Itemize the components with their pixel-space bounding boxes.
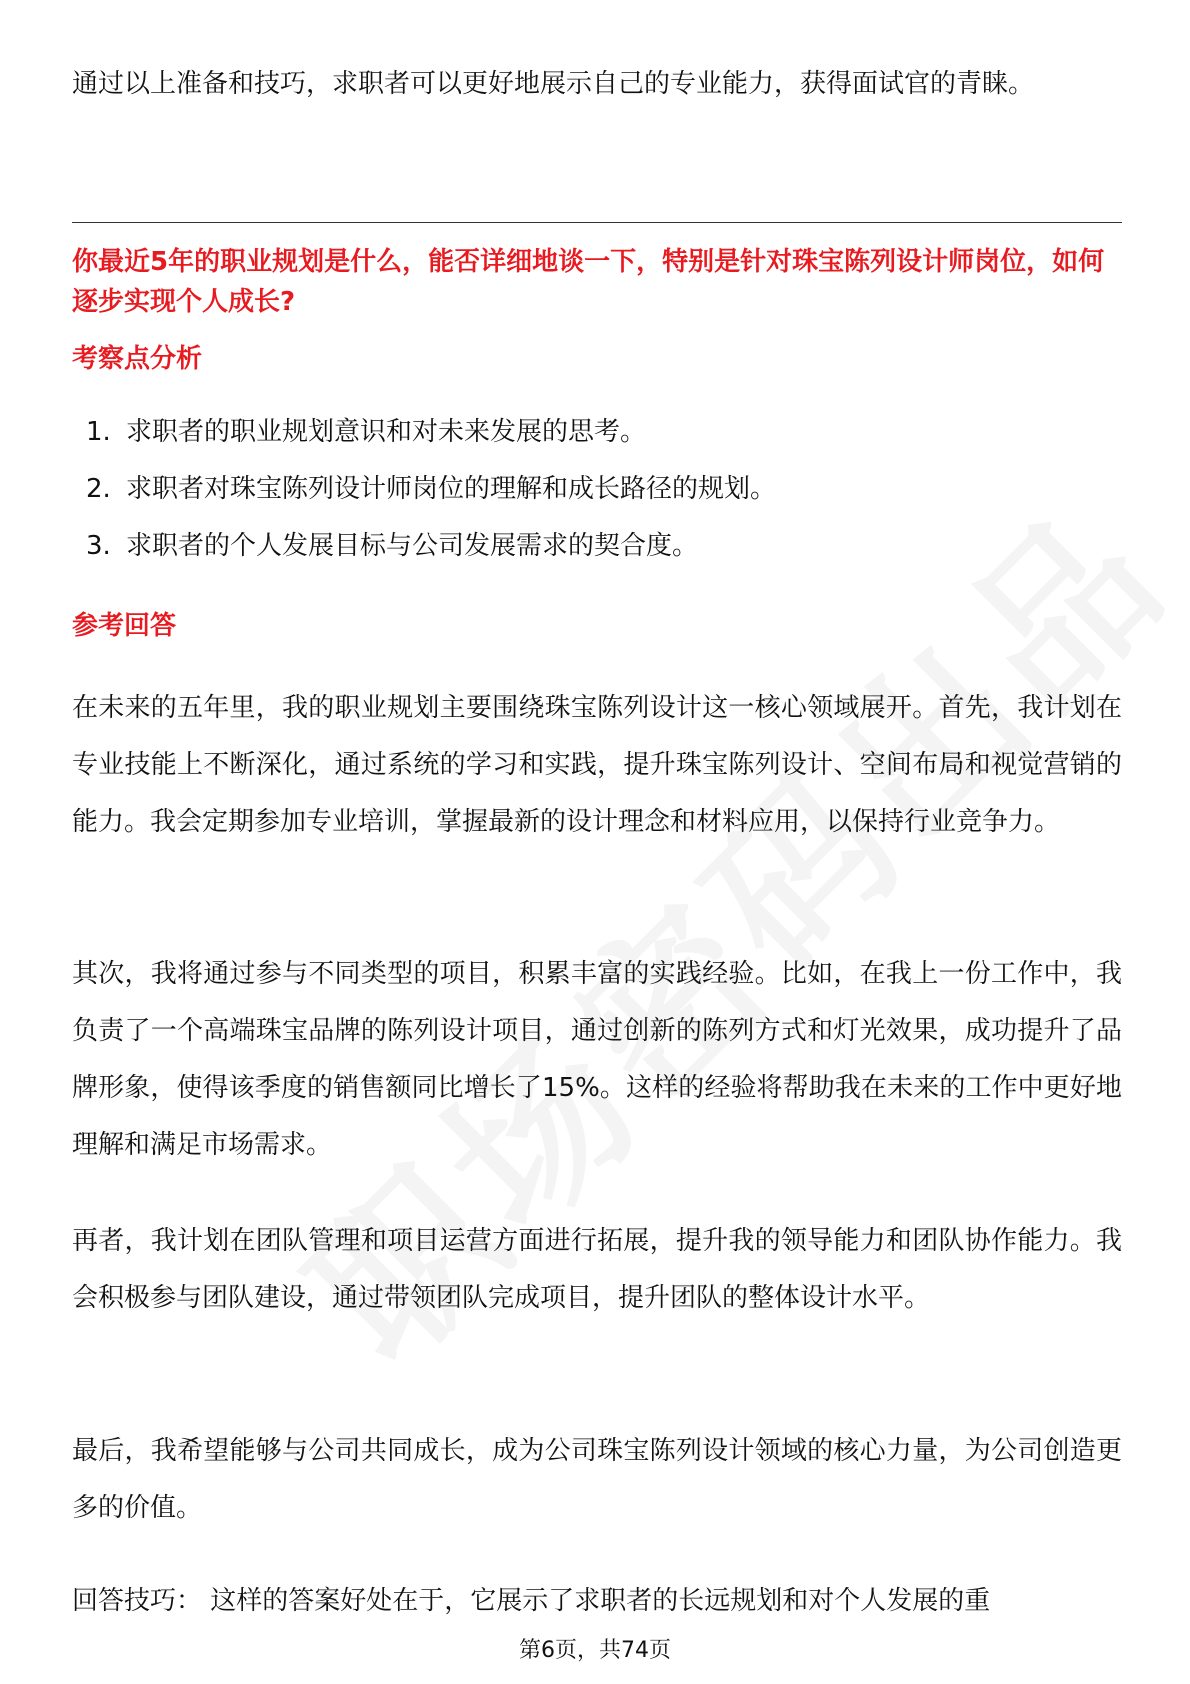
page-number: 第6页，共74页	[519, 1638, 671, 1663]
answer-heading: 参考回答	[72, 611, 177, 641]
list-item	[72, 461, 776, 518]
analysis-heading: 考察点分析	[72, 344, 203, 374]
answer-paragraph: 再者，我计划在团队管理和项目运营方面进行拓展，提升我的领导能力和团队协作能力。我会积极参与团队建设，通过带领团队完成项目，提升团队的整体设计水平。	[72, 1226, 1122, 1313]
list-item-number: 3.	[86, 531, 111, 561]
list-item	[72, 404, 776, 461]
answer-tips-paragraph: 回答技巧： 这样的答案好处在于，它展示了求职者的长远规划和对个人发展的重	[72, 1586, 991, 1616]
list-item-number: 2.	[86, 474, 111, 504]
list-item-text: 求职者对珠宝陈列设计师岗位的理解和成长路径的规划。	[126, 474, 777, 504]
list-item-number: 1.	[86, 417, 111, 447]
list-item-text: 求职者的职业规划意识和对未来发展的思考。	[126, 417, 647, 447]
section-divider	[72, 222, 1122, 223]
intro-paragraph: 通过以上准备和技巧，求职者可以更好地展示自己的专业能力，获得面试官的青睐。	[72, 69, 1035, 99]
list-item	[72, 518, 776, 575]
analysis-list	[72, 404, 776, 575]
answer-paragraph: 最后，我希望能够与公司共同成长，成为公司珠宝陈列设计领域的核心力量，为公司创造更多的价值。	[72, 1436, 1122, 1523]
interview-question: 你最近5年的职业规划是什么，能否详细地谈一下，特别是针对珠宝陈列设计师岗位，如何逐步实现个人成长?	[72, 247, 1105, 317]
answer-paragraph: 在未来的五年里，我的职业规划主要围绕珠宝陈列设计这一核心领域展开。首先，我计划在专业技能上不断深化，通过系统的学习和实践，提升珠宝陈列设计、空间布局和视觉营销的能力。我会定期参加专业培训，掌握最新的设计理念和材料应用，以保持行业竞争力。	[72, 693, 1122, 837]
list-item-text: 求职者的个人发展目标与公司发展需求的契合度。	[126, 531, 699, 561]
answer-paragraph: 其次，我将通过参与不同类型的项目，积累丰富的实践经验。比如，在我上一份工作中，我负责了一个高端珠宝品牌的陈列设计项目，通过创新的陈列方式和灯光效果，成功提升了品牌形象，使得该季度的销售额同比增长了15%。这样的经验将帮助我在未来的工作中更好地理解和满足市场需求。	[72, 959, 1122, 1160]
